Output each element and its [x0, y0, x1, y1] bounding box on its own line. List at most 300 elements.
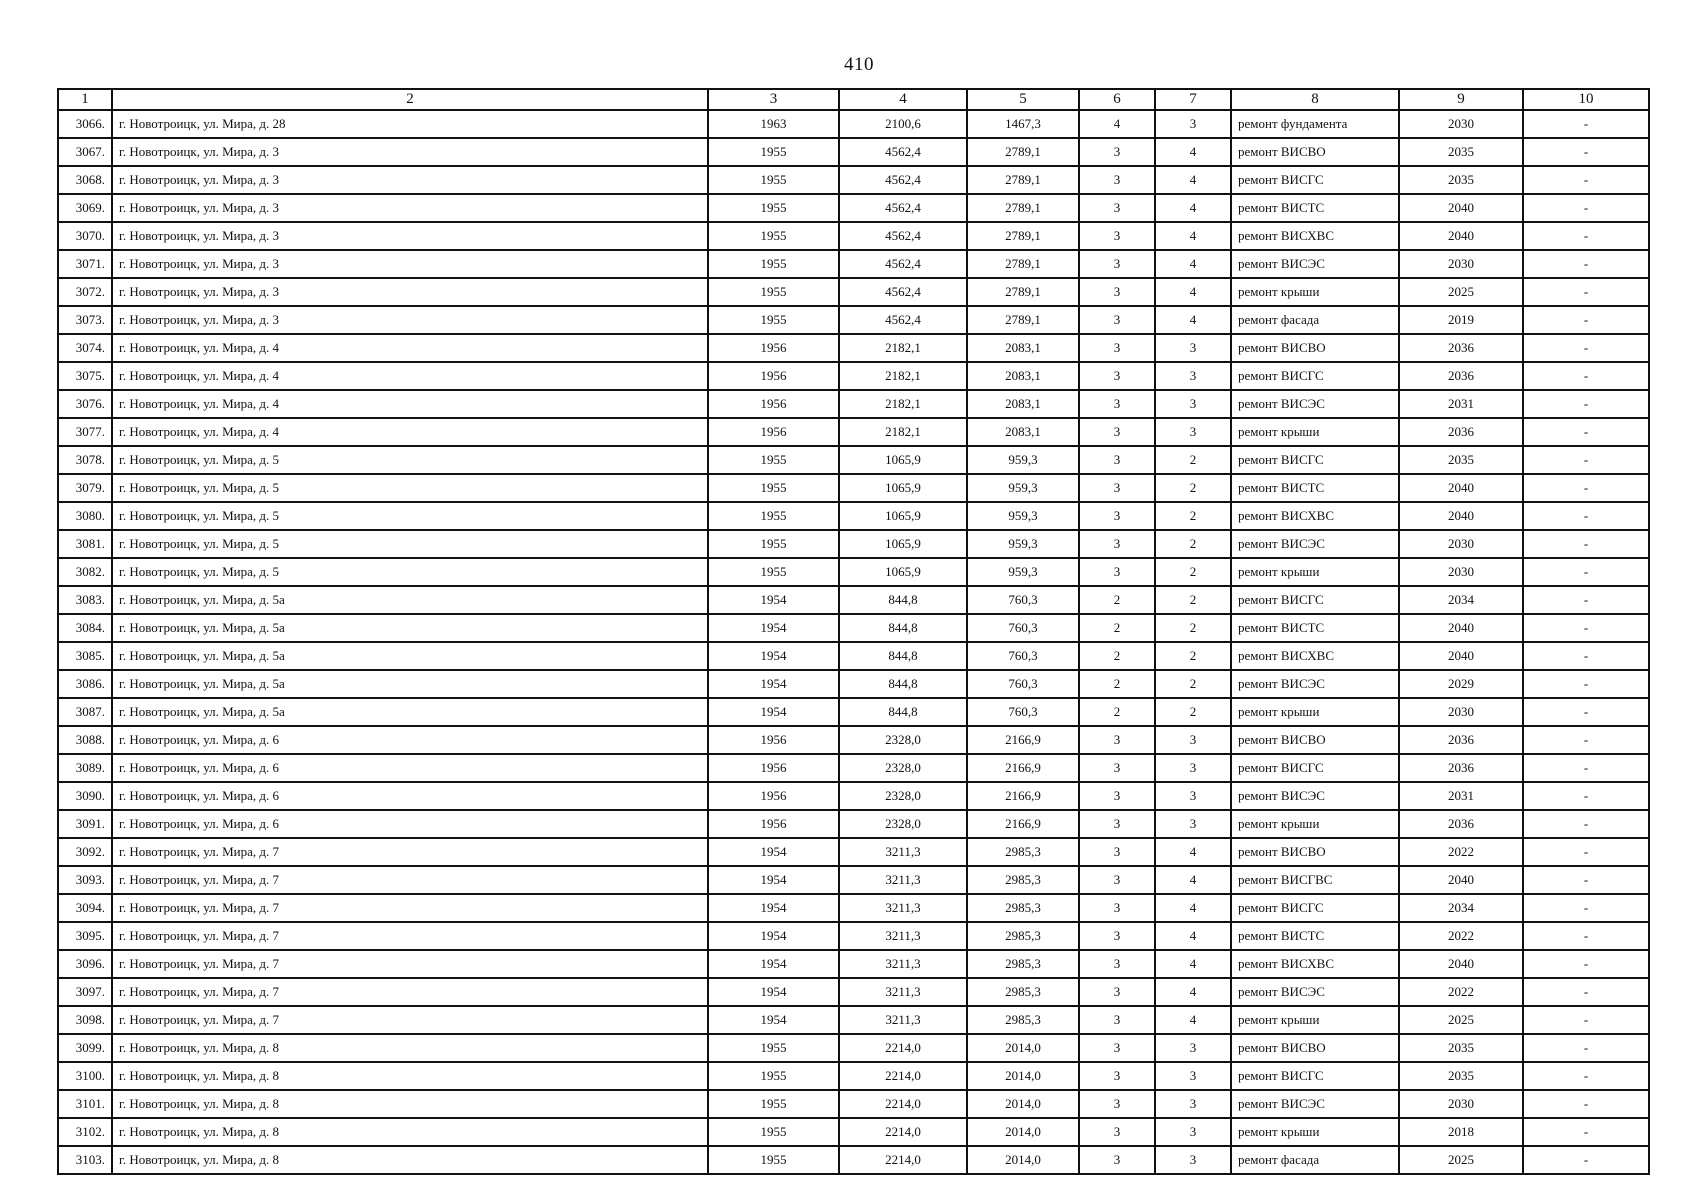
cell-total-area: 3211,3 [839, 950, 967, 978]
table-row [58, 586, 1649, 614]
table-row [58, 726, 1649, 754]
cell-row-number: 3092. [58, 838, 112, 866]
cell-row-number: 3096. [58, 950, 112, 978]
table-row [58, 894, 1649, 922]
cell-address: г. Новотроицк, ул. Мира, д. 4 [112, 362, 708, 390]
cell-living-area: 2985,3 [967, 838, 1079, 866]
cell-living-area: 2985,3 [967, 978, 1079, 1006]
cell-year-built: 1955 [708, 1062, 839, 1090]
cell-year-built: 1956 [708, 754, 839, 782]
cell-address: г. Новотроицк, ул. Мира, д. 5 [112, 474, 708, 502]
cell-note: - [1523, 306, 1649, 334]
cell-total-area: 3211,3 [839, 866, 967, 894]
cell-planned-year: 2025 [1399, 1006, 1523, 1034]
cell-planned-year: 2036 [1399, 754, 1523, 782]
cell-work-type: ремонт ВИСЭС [1231, 978, 1399, 1006]
table-row [58, 222, 1649, 250]
cell-planned-year: 2040 [1399, 642, 1523, 670]
cell-note: - [1523, 110, 1649, 138]
cell-note: - [1523, 446, 1649, 474]
cell-floors: 3 [1079, 306, 1155, 334]
cell-entrances: 3 [1155, 1118, 1231, 1146]
cell-row-number: 3101. [58, 1090, 112, 1118]
cell-work-type: ремонт крыши [1231, 558, 1399, 586]
cell-work-type: ремонт крыши [1231, 1006, 1399, 1034]
cell-entrances: 4 [1155, 138, 1231, 166]
cell-total-area: 844,8 [839, 586, 967, 614]
cell-work-type: ремонт ВИСВО [1231, 838, 1399, 866]
cell-note: - [1523, 698, 1649, 726]
cell-entrances: 4 [1155, 838, 1231, 866]
cell-planned-year: 2040 [1399, 502, 1523, 530]
cell-floors: 3 [1079, 138, 1155, 166]
table-row [58, 614, 1649, 642]
cell-entrances: 3 [1155, 1090, 1231, 1118]
cell-work-type: ремонт фасада [1231, 306, 1399, 334]
cell-floors: 3 [1079, 1006, 1155, 1034]
cell-year-built: 1954 [708, 670, 839, 698]
cell-entrances: 4 [1155, 306, 1231, 334]
cell-year-built: 1955 [708, 166, 839, 194]
cell-planned-year: 2040 [1399, 950, 1523, 978]
cell-year-built: 1955 [708, 194, 839, 222]
cell-row-number: 3103. [58, 1146, 112, 1174]
cell-note: - [1523, 950, 1649, 978]
cell-year-built: 1955 [708, 530, 839, 558]
cell-year-built: 1956 [708, 418, 839, 446]
table-row [58, 1090, 1649, 1118]
cell-year-built: 1954 [708, 894, 839, 922]
cell-living-area: 2985,3 [967, 894, 1079, 922]
cell-total-area: 3211,3 [839, 838, 967, 866]
cell-living-area: 2014,0 [967, 1062, 1079, 1090]
cell-address: г. Новотроицк, ул. Мира, д. 5 [112, 446, 708, 474]
cell-address: г. Новотроицк, ул. Мира, д. 6 [112, 782, 708, 810]
cell-address: г. Новотроицк, ул. Мира, д. 3 [112, 222, 708, 250]
cell-address: г. Новотроицк, ул. Мира, д. 6 [112, 810, 708, 838]
cell-total-area: 3211,3 [839, 978, 967, 1006]
cell-floors: 2 [1079, 642, 1155, 670]
cell-planned-year: 2035 [1399, 446, 1523, 474]
cell-note: - [1523, 866, 1649, 894]
cell-total-area: 1065,9 [839, 446, 967, 474]
cell-total-area: 1065,9 [839, 502, 967, 530]
table-row [58, 502, 1649, 530]
cell-note: - [1523, 502, 1649, 530]
cell-living-area: 2014,0 [967, 1118, 1079, 1146]
cell-living-area: 2166,9 [967, 810, 1079, 838]
cell-row-number: 3091. [58, 810, 112, 838]
cell-note: - [1523, 1146, 1649, 1174]
cell-planned-year: 2036 [1399, 362, 1523, 390]
column-header-10: 10 [1523, 89, 1649, 110]
column-header-6: 6 [1079, 89, 1155, 110]
cell-address: г. Новотроицк, ул. Мира, д. 5а [112, 614, 708, 642]
cell-address: г. Новотроицк, ул. Мира, д. 7 [112, 1006, 708, 1034]
cell-entrances: 2 [1155, 642, 1231, 670]
cell-floors: 3 [1079, 222, 1155, 250]
cell-row-number: 3093. [58, 866, 112, 894]
page-number: 410 [844, 54, 874, 75]
cell-planned-year: 2030 [1399, 110, 1523, 138]
cell-row-number: 3099. [58, 1034, 112, 1062]
table-row [58, 418, 1649, 446]
table-row [58, 782, 1649, 810]
cell-address: г. Новотроицк, ул. Мира, д. 5а [112, 642, 708, 670]
cell-row-number: 3081. [58, 530, 112, 558]
cell-row-number: 3076. [58, 390, 112, 418]
cell-living-area: 2789,1 [967, 306, 1079, 334]
cell-planned-year: 2025 [1399, 278, 1523, 306]
cell-work-type: ремонт крыши [1231, 418, 1399, 446]
cell-living-area: 2789,1 [967, 166, 1079, 194]
cell-year-built: 1954 [708, 866, 839, 894]
cell-address: г. Новотроицк, ул. Мира, д. 3 [112, 194, 708, 222]
cell-year-built: 1955 [708, 222, 839, 250]
cell-address: г. Новотроицк, ул. Мира, д. 3 [112, 306, 708, 334]
cell-floors: 3 [1079, 810, 1155, 838]
cell-living-area: 760,3 [967, 670, 1079, 698]
cell-floors: 3 [1079, 1062, 1155, 1090]
cell-row-number: 3082. [58, 558, 112, 586]
cell-total-area: 4562,4 [839, 250, 967, 278]
cell-year-built: 1954 [708, 950, 839, 978]
cell-work-type: ремонт ВИСГС [1231, 1062, 1399, 1090]
cell-floors: 3 [1079, 1090, 1155, 1118]
cell-planned-year: 2018 [1399, 1118, 1523, 1146]
cell-row-number: 3070. [58, 222, 112, 250]
cell-planned-year: 2022 [1399, 838, 1523, 866]
table-row [58, 1062, 1649, 1090]
cell-floors: 2 [1079, 670, 1155, 698]
column-header-8: 8 [1231, 89, 1399, 110]
cell-address: г. Новотроицк, ул. Мира, д. 28 [112, 110, 708, 138]
cell-note: - [1523, 1006, 1649, 1034]
cell-total-area: 2182,1 [839, 334, 967, 362]
cell-address: г. Новотроицк, ул. Мира, д. 5а [112, 586, 708, 614]
cell-planned-year: 2030 [1399, 530, 1523, 558]
cell-note: - [1523, 978, 1649, 1006]
table-row [58, 334, 1649, 362]
cell-living-area: 2083,1 [967, 334, 1079, 362]
cell-total-area: 2214,0 [839, 1118, 967, 1146]
cell-note: - [1523, 390, 1649, 418]
cell-address: г. Новотроицк, ул. Мира, д. 5а [112, 698, 708, 726]
cell-floors: 3 [1079, 1146, 1155, 1174]
cell-living-area: 2985,3 [967, 950, 1079, 978]
cell-year-built: 1954 [708, 922, 839, 950]
cell-entrances: 3 [1155, 390, 1231, 418]
cell-row-number: 3089. [58, 754, 112, 782]
cell-note: - [1523, 894, 1649, 922]
cell-planned-year: 2030 [1399, 558, 1523, 586]
cell-note: - [1523, 586, 1649, 614]
cell-planned-year: 2036 [1399, 334, 1523, 362]
cell-year-built: 1956 [708, 726, 839, 754]
cell-entrances: 2 [1155, 502, 1231, 530]
table-row [58, 1034, 1649, 1062]
cell-year-built: 1954 [708, 614, 839, 642]
cell-floors: 3 [1079, 194, 1155, 222]
cell-row-number: 3095. [58, 922, 112, 950]
cell-living-area: 959,3 [967, 446, 1079, 474]
cell-total-area: 2214,0 [839, 1062, 967, 1090]
cell-planned-year: 2030 [1399, 1090, 1523, 1118]
cell-living-area: 2014,0 [967, 1146, 1079, 1174]
cell-row-number: 3079. [58, 474, 112, 502]
cell-work-type: ремонт ВИСЭС [1231, 782, 1399, 810]
table-row [58, 306, 1649, 334]
cell-planned-year: 2031 [1399, 782, 1523, 810]
cell-work-type: ремонт фасада [1231, 1146, 1399, 1174]
cell-address: г. Новотроицк, ул. Мира, д. 3 [112, 138, 708, 166]
cell-living-area: 760,3 [967, 614, 1079, 642]
cell-total-area: 2100,6 [839, 110, 967, 138]
cell-note: - [1523, 670, 1649, 698]
cell-entrances: 3 [1155, 782, 1231, 810]
cell-year-built: 1955 [708, 1034, 839, 1062]
cell-entrances: 3 [1155, 726, 1231, 754]
table-row [58, 838, 1649, 866]
cell-address: г. Новотроицк, ул. Мира, д. 6 [112, 754, 708, 782]
cell-total-area: 2214,0 [839, 1090, 967, 1118]
cell-floors: 3 [1079, 866, 1155, 894]
cell-total-area: 2328,0 [839, 782, 967, 810]
cell-address: г. Новотроицк, ул. Мира, д. 4 [112, 390, 708, 418]
cell-year-built: 1955 [708, 558, 839, 586]
cell-entrances: 3 [1155, 418, 1231, 446]
cell-floors: 3 [1079, 334, 1155, 362]
cell-planned-year: 2025 [1399, 1146, 1523, 1174]
cell-work-type: ремонт ВИСХВС [1231, 502, 1399, 530]
cell-year-built: 1954 [708, 1006, 839, 1034]
cell-note: - [1523, 1062, 1649, 1090]
cell-floors: 3 [1079, 166, 1155, 194]
table-row [58, 390, 1649, 418]
cell-entrances: 3 [1155, 1034, 1231, 1062]
cell-row-number: 3090. [58, 782, 112, 810]
cell-address: г. Новотроицк, ул. Мира, д. 3 [112, 166, 708, 194]
cell-entrances: 4 [1155, 950, 1231, 978]
cell-row-number: 3080. [58, 502, 112, 530]
cell-row-number: 3094. [58, 894, 112, 922]
cell-living-area: 2083,1 [967, 390, 1079, 418]
column-header-2: 2 [112, 89, 708, 110]
cell-year-built: 1955 [708, 1090, 839, 1118]
cell-address: г. Новотроицк, ул. Мира, д. 7 [112, 922, 708, 950]
cell-living-area: 2166,9 [967, 726, 1079, 754]
cell-work-type: ремонт ВИСГС [1231, 362, 1399, 390]
cell-note: - [1523, 194, 1649, 222]
cell-year-built: 1954 [708, 698, 839, 726]
cell-year-built: 1956 [708, 782, 839, 810]
cell-planned-year: 2035 [1399, 138, 1523, 166]
cell-total-area: 1065,9 [839, 558, 967, 586]
cell-address: г. Новотроицк, ул. Мира, д. 7 [112, 950, 708, 978]
cell-work-type: ремонт ВИСЭС [1231, 250, 1399, 278]
cell-entrances: 4 [1155, 866, 1231, 894]
cell-entrances: 2 [1155, 670, 1231, 698]
column-header-1: 1 [58, 89, 112, 110]
cell-entrances: 2 [1155, 586, 1231, 614]
cell-row-number: 3078. [58, 446, 112, 474]
cell-entrances: 4 [1155, 894, 1231, 922]
cell-floors: 3 [1079, 250, 1155, 278]
cell-floors: 3 [1079, 838, 1155, 866]
column-header-7: 7 [1155, 89, 1231, 110]
cell-living-area: 959,3 [967, 530, 1079, 558]
cell-year-built: 1956 [708, 362, 839, 390]
cell-total-area: 4562,4 [839, 306, 967, 334]
cell-living-area: 959,3 [967, 502, 1079, 530]
cell-floors: 3 [1079, 278, 1155, 306]
header-row [58, 89, 1649, 110]
cell-floors: 3 [1079, 1118, 1155, 1146]
cell-row-number: 3085. [58, 642, 112, 670]
cell-note: - [1523, 726, 1649, 754]
cell-entrances: 2 [1155, 614, 1231, 642]
cell-floors: 3 [1079, 502, 1155, 530]
cell-total-area: 4562,4 [839, 278, 967, 306]
cell-planned-year: 2035 [1399, 1062, 1523, 1090]
cell-floors: 2 [1079, 614, 1155, 642]
table-body [58, 110, 1649, 1174]
cell-row-number: 3102. [58, 1118, 112, 1146]
cell-note: - [1523, 530, 1649, 558]
cell-note: - [1523, 642, 1649, 670]
cell-address: г. Новотроицк, ул. Мира, д. 7 [112, 978, 708, 1006]
cell-note: - [1523, 838, 1649, 866]
cell-row-number: 3098. [58, 1006, 112, 1034]
cell-work-type: ремонт крыши [1231, 1118, 1399, 1146]
table-row [58, 1146, 1649, 1174]
table-row [58, 1118, 1649, 1146]
cell-entrances: 2 [1155, 558, 1231, 586]
cell-year-built: 1956 [708, 390, 839, 418]
cell-living-area: 2789,1 [967, 278, 1079, 306]
cell-total-area: 844,8 [839, 698, 967, 726]
cell-floors: 3 [1079, 474, 1155, 502]
cell-entrances: 4 [1155, 978, 1231, 1006]
column-header-5: 5 [967, 89, 1079, 110]
cell-work-type: ремонт крыши [1231, 698, 1399, 726]
cell-planned-year: 2040 [1399, 194, 1523, 222]
cell-total-area: 4562,4 [839, 222, 967, 250]
cell-row-number: 3069. [58, 194, 112, 222]
cell-living-area: 760,3 [967, 698, 1079, 726]
cell-row-number: 3075. [58, 362, 112, 390]
cell-work-type: ремонт ВИСВО [1231, 1034, 1399, 1062]
table-row [58, 950, 1649, 978]
cell-total-area: 844,8 [839, 642, 967, 670]
cell-planned-year: 2030 [1399, 698, 1523, 726]
cell-work-type: ремонт фундамента [1231, 110, 1399, 138]
cell-entrances: 4 [1155, 1006, 1231, 1034]
cell-year-built: 1955 [708, 1118, 839, 1146]
cell-floors: 3 [1079, 558, 1155, 586]
table-row [58, 362, 1649, 390]
cell-address: г. Новотроицк, ул. Мира, д. 5 [112, 530, 708, 558]
cell-address: г. Новотроицк, ул. Мира, д. 4 [112, 418, 708, 446]
cell-entrances: 4 [1155, 250, 1231, 278]
cell-year-built: 1955 [708, 502, 839, 530]
cell-work-type: ремонт ВИСВО [1231, 726, 1399, 754]
cell-work-type: ремонт ВИСЭС [1231, 1090, 1399, 1118]
cell-entrances: 3 [1155, 810, 1231, 838]
cell-address: г. Новотроицк, ул. Мира, д. 4 [112, 334, 708, 362]
cell-planned-year: 2040 [1399, 474, 1523, 502]
cell-living-area: 2014,0 [967, 1090, 1079, 1118]
cell-note: - [1523, 558, 1649, 586]
cell-work-type: ремонт ВИСВО [1231, 138, 1399, 166]
cell-living-area: 2789,1 [967, 194, 1079, 222]
table-row [58, 446, 1649, 474]
cell-year-built: 1955 [708, 446, 839, 474]
cell-floors: 4 [1079, 110, 1155, 138]
cell-total-area: 4562,4 [839, 194, 967, 222]
cell-row-number: 3083. [58, 586, 112, 614]
cell-entrances: 4 [1155, 166, 1231, 194]
cell-year-built: 1956 [708, 334, 839, 362]
cell-note: - [1523, 362, 1649, 390]
cell-row-number: 3086. [58, 670, 112, 698]
cell-planned-year: 2035 [1399, 166, 1523, 194]
cell-address: г. Новотроицк, ул. Мира, д. 8 [112, 1062, 708, 1090]
cell-floors: 3 [1079, 782, 1155, 810]
cell-planned-year: 2022 [1399, 978, 1523, 1006]
cell-work-type: ремонт ВИСТС [1231, 922, 1399, 950]
cell-note: - [1523, 334, 1649, 362]
table-row [58, 138, 1649, 166]
cell-address: г. Новотроицк, ул. Мира, д. 3 [112, 250, 708, 278]
cell-planned-year: 2031 [1399, 390, 1523, 418]
cell-planned-year: 2019 [1399, 306, 1523, 334]
cell-note: - [1523, 922, 1649, 950]
cell-year-built: 1963 [708, 110, 839, 138]
cell-work-type: ремонт ВИСХВС [1231, 642, 1399, 670]
cell-work-type: ремонт ВИСГС [1231, 166, 1399, 194]
cell-floors: 3 [1079, 390, 1155, 418]
cell-year-built: 1955 [708, 278, 839, 306]
cell-row-number: 3084. [58, 614, 112, 642]
cell-total-area: 2214,0 [839, 1146, 967, 1174]
cell-year-built: 1955 [708, 474, 839, 502]
table-row [58, 978, 1649, 1006]
cell-note: - [1523, 222, 1649, 250]
cell-entrances: 3 [1155, 362, 1231, 390]
cell-row-number: 3100. [58, 1062, 112, 1090]
cell-planned-year: 2022 [1399, 922, 1523, 950]
cell-total-area: 2328,0 [839, 810, 967, 838]
cell-total-area: 2214,0 [839, 1034, 967, 1062]
cell-note: - [1523, 754, 1649, 782]
cell-work-type: ремонт ВИСВО [1231, 334, 1399, 362]
cell-work-type: ремонт крыши [1231, 810, 1399, 838]
cell-work-type: ремонт ВИСТС [1231, 194, 1399, 222]
cell-address: г. Новотроицк, ул. Мира, д. 8 [112, 1090, 708, 1118]
cell-entrances: 3 [1155, 1146, 1231, 1174]
cell-work-type: ремонт ВИСХВС [1231, 950, 1399, 978]
cell-work-type: ремонт ВИСТС [1231, 614, 1399, 642]
cell-row-number: 3097. [58, 978, 112, 1006]
cell-total-area: 1065,9 [839, 530, 967, 558]
cell-entrances: 2 [1155, 446, 1231, 474]
table-row [58, 558, 1649, 586]
cell-year-built: 1954 [708, 978, 839, 1006]
cell-total-area: 2182,1 [839, 418, 967, 446]
cell-note: - [1523, 1118, 1649, 1146]
cell-row-number: 3067. [58, 138, 112, 166]
